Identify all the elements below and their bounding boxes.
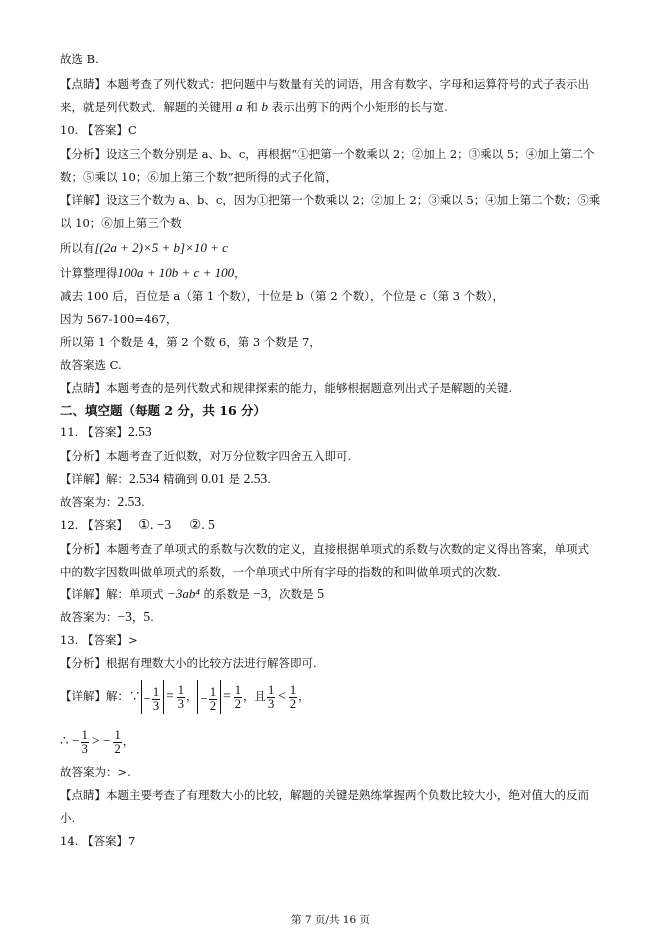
text-line: [60, 99, 620, 115]
therefore-expression: ∴ −: [60, 733, 80, 748]
fraction: [234, 684, 242, 711]
fraction: [177, 684, 185, 711]
text-span: 所以有: [60, 241, 95, 255]
math-value: 5: [317, 586, 325, 601]
text-line: 数；⑤乘以 10；⑥加上第三个数”把所得的式子化简，: [60, 170, 338, 184]
math-var: a: [236, 99, 243, 114]
answer-line: 14. 【答案】7: [60, 834, 136, 848]
text-line: 减去 100 后，百位是 a（第 1 个数），十位是 b（第 2 个数），个位是 c（第 3 个数），: [60, 289, 505, 303]
fraction: [152, 686, 160, 713]
minus-sign: −: [143, 691, 151, 706]
greater-than-sign: > −: [91, 733, 111, 748]
denominator: 2: [114, 741, 121, 756]
fraction: [113, 729, 121, 756]
answer-line: 13. 【答案】>: [60, 633, 138, 647]
text-line: 故答案选 C.: [60, 358, 122, 372]
answer-blank-2: ②. 5: [189, 517, 215, 532]
math-value: 0.01: [201, 471, 225, 486]
text-span: ，: [131, 610, 144, 624]
text-span: ，: [122, 734, 135, 748]
math-value: −3: [117, 609, 132, 624]
text-line: 【分析】设这三个数分别是 a、b、c，再根据“①把第一个数乘以 2；②加上 2；③乘以 5；④加上第二个: [60, 147, 595, 161]
denominator: 3: [81, 741, 88, 756]
text-span: 故答案为：: [60, 495, 118, 509]
text-span: ，: [185, 689, 198, 703]
numerator: 1: [177, 682, 184, 697]
text-span: .: [150, 610, 154, 624]
numerator: 1: [267, 682, 275, 697]
minus-sign: −: [200, 691, 208, 706]
math-expression: −3ab⁴: [167, 586, 200, 601]
answer-line: [60, 424, 620, 440]
text-span: 是: [224, 472, 244, 486]
answer-line: [60, 517, 620, 533]
numerator: 1: [152, 684, 160, 699]
text-line: 【分析】本题考查了近似数，对万分位数字四舍五入即可.: [60, 449, 352, 463]
denominator: 2: [234, 696, 241, 711]
text-span: 的系数是: [199, 587, 254, 601]
formula-line: [60, 678, 620, 714]
text-line: 故选 B.: [60, 52, 99, 66]
text-span: 计算整理得: [60, 266, 118, 280]
text-line: [60, 494, 620, 510]
text-span: 12. 【答案】: [60, 518, 128, 532]
text-line: 中的数字因数叫做单项式的系数，一个单项式中所有字母的指数的和叫做单项式的次数.: [60, 565, 501, 579]
text-span: 来，就是列代数式．解题的关键用: [60, 100, 237, 114]
formula-line: [60, 724, 620, 758]
fraction: [81, 729, 89, 756]
numerator: 1: [209, 684, 217, 699]
text-span: 【详解】解：单项式: [60, 587, 168, 601]
denominator: 3: [177, 696, 184, 711]
denominator: 3: [152, 698, 160, 713]
math-value: 2.53: [243, 471, 268, 486]
text-line: 小.: [60, 811, 76, 825]
fraction: [209, 686, 217, 713]
text-line: 所以第 1 个数是 4，第 2 个数 6，第 3 个数是 7，: [60, 335, 321, 349]
text-span: ，: [298, 689, 310, 703]
less-than-sign: <: [278, 688, 286, 703]
text-span: .: [267, 472, 271, 486]
math-var: b: [261, 99, 268, 114]
text-line: 【分析】本题考查了单项式的系数与次数的定义，直接根据单项式的系数与次数的定义得出答案，单项式: [60, 542, 589, 556]
text-line: 因为 567-100=467，: [60, 312, 178, 326]
text-line: 以 10；⑥加上第三个数: [60, 216, 182, 230]
formula-line: [60, 264, 620, 282]
page-footer: 第 7 页/共 16 页: [291, 914, 370, 926]
text-line: [60, 609, 620, 625]
text-line: [60, 586, 620, 602]
math-value: −3: [253, 586, 268, 601]
numerator: 1: [289, 682, 297, 697]
denominator: 2: [209, 698, 217, 713]
text-span: ，且: [242, 689, 266, 703]
text-line: 【分析】根据有理数大小的比较方法进行解答即可.: [60, 656, 317, 670]
absolute-value: [141, 680, 165, 714]
text-span: ，: [234, 266, 246, 280]
text-line: 【点睛】本题主要考查了有理数大小的比较，解题的关键是熟练掌握两个负数比较大小，绝对值大的反而: [60, 788, 589, 802]
text-line: 【点睛】本题考查的是列代数式和规律探索的能力，能够根据题意列出式子是解题的关键.: [60, 381, 513, 395]
math-value: 2.534: [129, 471, 160, 486]
math-value: 2.53: [117, 494, 142, 509]
numerator: 1: [114, 727, 121, 742]
fraction: [289, 684, 297, 711]
answer-line: 10. 【答案】C: [60, 123, 137, 137]
text-line: 【点睛】本题考查了列代数式：把问题中与数量有关的词语，用含有数字、字母和运算符号的式子表示出: [60, 77, 589, 91]
denominator: 2: [289, 696, 297, 711]
text-span: 【详解】解：: [60, 472, 129, 486]
equals-sign: =: [166, 688, 174, 703]
text-span: ，次数是: [267, 587, 318, 601]
numerator: 1: [81, 727, 88, 742]
text-span: 11. 【答案】: [60, 425, 128, 439]
math-expression: 100a + 10b + c + 100: [117, 265, 235, 280]
denominator: 3: [267, 696, 275, 711]
absolute-value: [197, 680, 221, 714]
equals-sign: =: [223, 688, 231, 703]
text-span: 和: [242, 100, 262, 114]
numerator: 1: [234, 682, 241, 697]
math-expression: [(2a + 2)×5 + b]×10 + c: [94, 240, 228, 255]
math-value: 5: [143, 609, 151, 624]
fraction: [267, 684, 275, 711]
text-line: [60, 471, 620, 487]
text-line: 【详解】设这三个数为 a、b、c，因为①把第一个数乘以 2；②加上 2；③乘以 5；④加上第二个数；⑤乘: [60, 193, 601, 207]
text-span: 【详解】解：∵: [60, 689, 141, 703]
math-value: 2.53: [127, 424, 152, 439]
text-span: 故答案为：: [60, 610, 118, 624]
section-heading: 二、填空题（每题 2 分，共 16 分）: [60, 403, 267, 418]
formula-line: [60, 238, 620, 258]
text-span: .: [141, 495, 145, 509]
answer-blank-1: ①. −3: [137, 517, 172, 532]
text-line: 故答案为：>.: [60, 765, 131, 779]
text-span: 表示出剪下的两个小矩形的长与宽.: [267, 100, 448, 114]
text-span: 精确到: [159, 472, 202, 486]
